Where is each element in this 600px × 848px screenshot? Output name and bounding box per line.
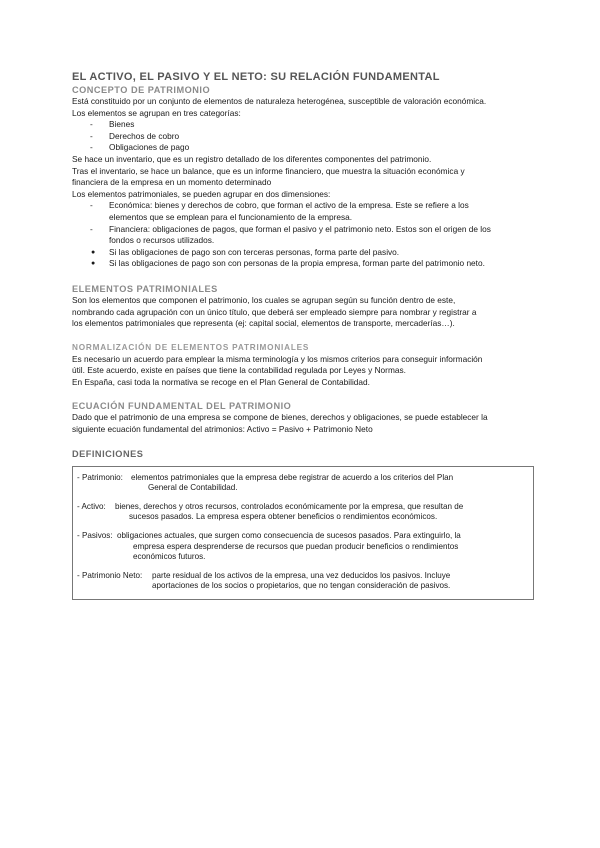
definition-term: - Patrimonio Neto: <box>77 570 145 580</box>
bullet-icon: ● <box>91 248 96 256</box>
definition-item: - Patrimonio: elementos patrimoniales que la empresa debe registrar de acuerdo a los criterios del Plan General de Contabilidad. <box>77 472 454 493</box>
list-item: - Financiera: obligaciones de pagos, que forman el pasivo y el patrimonio neto. Estos son el origen de los fondos o recursos utilizados. <box>90 223 491 246</box>
list-item: - Económica: bienes y derechos de cobro, que forman el activo de la empresa. Este se refiere a los elementos que se emplean para el funcionamiento de la empresa. <box>90 200 469 222</box>
bullet-icon: ● <box>91 260 96 268</box>
definition-term: - Pasivos: <box>77 531 115 541</box>
section-heading-ecuacion: ECUACIÓN FUNDAMENTAL DEL PATRIMONIO <box>72 401 292 412</box>
dash-marker: - <box>90 142 93 153</box>
list-item: ● Si las obligaciones de pago son con terceras personas, forma parte del pasivo. <box>91 246 400 257</box>
document-content <box>72 71 532 600</box>
paragraph: Dado que el patrimonio de una empresa se compone de bienes, derechos y obligaciones, se puede establecer la <box>72 412 488 423</box>
definition-term: - Patrimonio: <box>77 472 126 482</box>
list-item: ● Si las obligaciones de pago son con personas de la propia empresa, forman parte del patrimonio neto. <box>91 258 485 269</box>
dash-marker: - <box>90 223 93 234</box>
paragraph: Se hace un inventario, que es un registro detallado de los diferentes componentes del patrimonio. <box>72 153 432 164</box>
paragraph: Son los elementos que componen el patrimonio, los cuales se agrupan según su función dentro de este, <box>72 294 456 305</box>
dash-marker: - <box>90 119 93 130</box>
paragraph: Está constituido por un conjunto de elementos de naturaleza heterogénea, susceptible de valoración económica. <box>72 96 487 106</box>
definition-item: - Pasivos: obligaciones actuales, que surgen como consecuencia de sucesos pasados. Para extinguirlo, la empresa espera desprenderse de recursos que puedan producir beneficios o rendimientos económicos futuros. <box>77 531 461 562</box>
paragraph: En España, casi toda la normativa se recoge en el Plan General de Contabilidad. <box>72 376 370 387</box>
paragraph: Es necesario un acuerdo para emplear la misma terminología y los mismos criterios para conseguir información <box>72 353 483 364</box>
dimension-list <box>72 200 532 270</box>
paragraph: Tras el inventario, se hace un balance, que es un informe financiero, que muestra la situación económica y <box>72 165 465 176</box>
paragraph: nombrando cada agrupación con un único título, que deberá ser empleado siempre para nombrar y registrar a <box>72 306 477 317</box>
list-item: - Obligaciones de pago <box>90 142 190 153</box>
definitions-box <box>72 466 534 600</box>
list-item: - Bienes <box>90 119 135 130</box>
paragraph: financiera de la empresa en un momento determinado <box>72 177 272 188</box>
paragraph: los elementos patrimoniales que representa (ej: capital social, elementos de transporte, mercaderías…). <box>72 318 455 329</box>
section-heading-definiciones: DEFINICIONES <box>72 448 144 459</box>
definition-term: - Activo: <box>77 501 109 511</box>
dash-marker: - <box>90 130 93 141</box>
dash-marker: - <box>90 200 93 211</box>
category-list <box>72 119 532 154</box>
document-title: EL ACTIVO, EL PASIVO Y EL NETO: SU RELACIÓN FUNDAMENTAL <box>72 71 440 83</box>
paragraph: útil. Este acuerdo, existe en países que tiene la contabilidad regulada por Leyes y Normas. <box>72 365 406 376</box>
definition-item: - Patrimonio Neto: parte residual de los activos de la empresa, una vez deducidos los pasivos. Incluye aportaciones de los socios o propietarios, que no tengan consideración de pasivos. <box>77 570 451 591</box>
definition-item: - Activo: bienes, derechos y otros recursos, controlados económicamente por la empresa, que resultan de sucesos pasados. La empresa espera obtener beneficios o rendimientos económicos. <box>77 501 464 522</box>
paragraph: Los elementos patrimoniales, se pueden agrupar en dos dimensiones: <box>72 188 331 199</box>
section-heading-concepto: CONCEPTO DE PATRIMONIO <box>72 85 211 95</box>
section-heading-elementos: ELEMENTOS PATRIMONIALES <box>72 283 218 294</box>
paragraph: siguiente ecuación fundamental del atrimonios: Activo = Pasivo + Patrimonio Neto <box>72 424 373 435</box>
paragraph: Los elementos se agrupan en tres categorías: <box>72 107 241 118</box>
section-heading-normalizacion: NORMALIZACIÓN DE ELEMENTOS PATRIMONIALES <box>72 342 310 352</box>
list-item: - Derechos de cobro <box>90 130 180 141</box>
